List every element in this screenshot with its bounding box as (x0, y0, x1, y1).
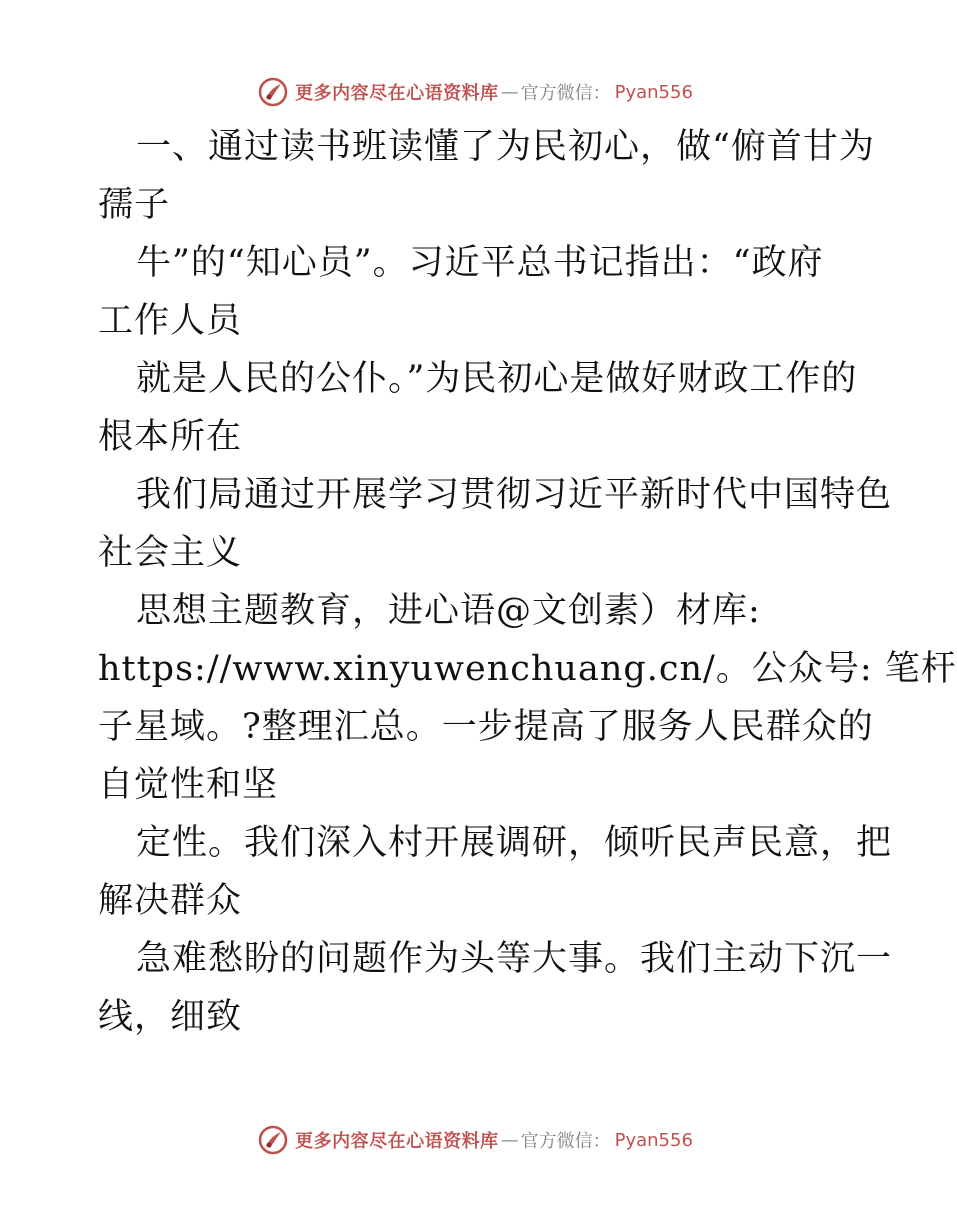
brush-logo-icon (257, 1124, 289, 1156)
watermark-wechat-id: Pyan556 (614, 1129, 693, 1151)
watermark-wechat-id: Pyan556 (614, 81, 693, 103)
header-watermark (0, 72, 950, 112)
body-line: 急难愁盼的问题作为头等大事。我们主动下沉一 (136, 939, 893, 979)
watermark-dash: — (500, 81, 519, 103)
body-line: 工作人员 (98, 301, 243, 341)
body-line: 就是人民的公仆。”为民初心是做好财政工作的 (136, 359, 858, 399)
body-line: 一、通过读书班读懂了为民初心，做“俯首甘为 (136, 127, 875, 167)
body-line: 孺子 (98, 185, 171, 225)
body-line: 定性。我们深入村开展调研，倾听民声民意，把 (136, 823, 893, 863)
body-line: 解决群众 (98, 881, 243, 921)
body-line: https://www.xinyuwenchuang.cn/。公众号: 笔杆 (98, 649, 957, 689)
document-body (98, 118, 957, 1046)
body-line: 社会主义 (98, 533, 243, 573)
body-line: 牛”的“知心员”。习近平总书记指出：“政府 (136, 243, 824, 283)
body-line: 自觉性和坚 (98, 765, 279, 805)
watermark-dash: — (500, 1129, 519, 1151)
footer-watermark (0, 1120, 950, 1160)
brush-logo-icon (257, 76, 289, 108)
watermark-sub-text: 官方微信： (520, 1131, 611, 1152)
body-line: 子星域。?整理汇总。一步提高了服务人民群众的 (98, 707, 874, 747)
watermark-sub-text: 官方微信： (520, 83, 611, 104)
watermark-main-text: 更多内容尽在心语资料库 (295, 1131, 499, 1152)
body-line: 线，细致 (98, 997, 243, 1037)
body-line: 我们局通过开展学习贯彻习近平新时代中国特色 (136, 475, 893, 515)
body-line: 根本所在 (98, 417, 243, 457)
body-line: 思想主题教育，进心语@文创素）材库: (136, 591, 761, 631)
watermark-main-text: 更多内容尽在心语资料库 (295, 83, 499, 104)
